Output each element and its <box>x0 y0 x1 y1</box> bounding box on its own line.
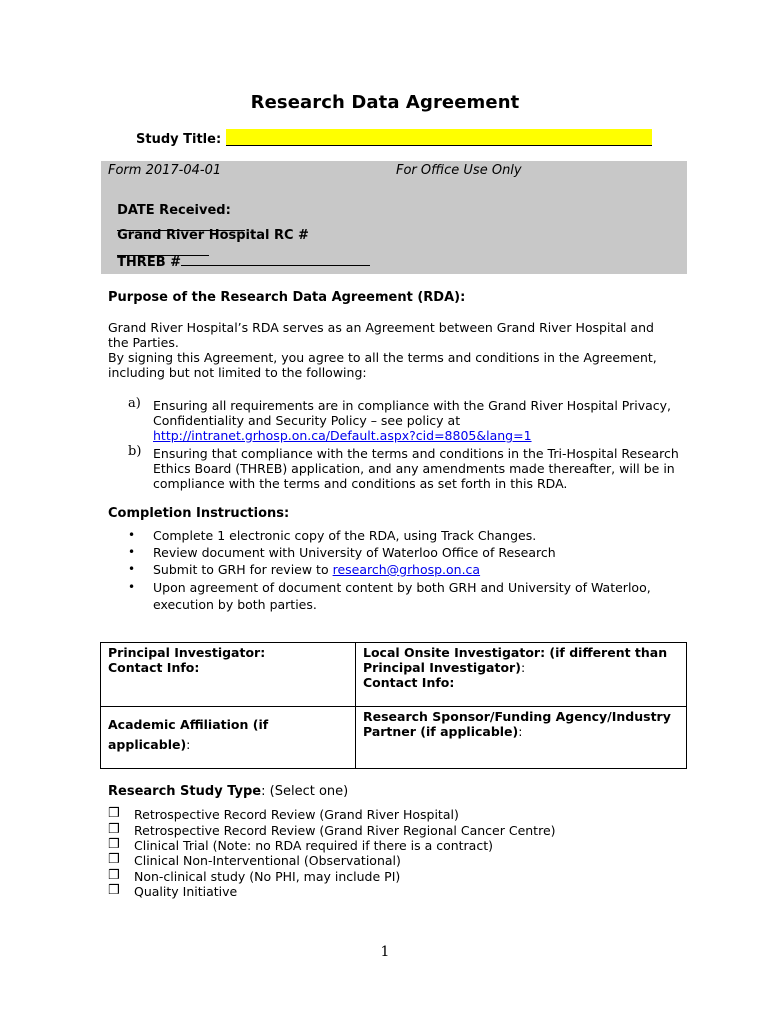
purpose-item-b: Ensuring that compliance with the terms and conditions in the Tri-Hospital Research Ethics Board (THREB) application, and any amendments made thereafter, will be in compliance with the terms and conditions as set forth in this RDA. <box>153 446 679 491</box>
checkbox-icon[interactable]: ❒ <box>108 806 120 821</box>
policy-link[interactable]: http://intranet.grhosp.on.ca/Default.aspx?cid=8805&lang=1 <box>153 428 532 443</box>
academic-affiliation-label: Academic Affiliation (if applicable) <box>108 717 269 752</box>
purpose-heading: Purpose of the Research Data Agreement (RDA): <box>108 290 466 305</box>
local-investigator-label: Local Onsite Investigator: (if different than Principal Investigator) <box>363 645 668 675</box>
checkbox-icon[interactable]: ❒ <box>108 868 120 883</box>
study-type-option: Clinical Non-Interventional (Observational) <box>134 853 401 868</box>
threb-label: THREB # <box>117 255 182 270</box>
page-title: Research Data Agreement <box>250 92 520 113</box>
threb-row <box>108 238 370 270</box>
local-investigator-colon: : <box>520 660 526 675</box>
local-investigator-cell[interactable] <box>356 643 687 707</box>
bullet-icon: • <box>128 562 136 576</box>
study-type-option: Quality Initiative <box>134 884 238 899</box>
checkbox-icon[interactable]: ❒ <box>108 822 120 837</box>
checkbox-icon[interactable]: ❒ <box>108 883 120 898</box>
rc-number-label: Grand River Hospital RC # <box>117 228 309 243</box>
sponsor-label: Research Sponsor/Funding Agency/Industry Partner (if applicable) <box>363 709 671 739</box>
list-marker-a: a) <box>128 396 141 411</box>
study-type-option: Clinical Trial (Note: no RDA required if there is a contract) <box>134 838 493 853</box>
threb-field[interactable] <box>181 253 370 266</box>
bullet-icon: • <box>128 528 136 542</box>
checkbox-icon[interactable]: ❒ <box>108 837 120 852</box>
sponsor-colon: : <box>518 724 523 739</box>
list-marker-b: b) <box>128 444 142 459</box>
study-type-heading-label: Research Study Type <box>108 784 262 799</box>
principal-investigator-label: Principal Investigator: <box>108 645 266 660</box>
office-use-label: For Office Use Only <box>396 163 522 178</box>
study-title-label: Study Title: <box>136 132 222 147</box>
instruction-item: Review document with University of Waterloo Office of Research <box>153 545 556 560</box>
study-type-option: Retrospective Record Review (Grand River Hospital) <box>134 807 459 822</box>
academic-affiliation-cell[interactable] <box>101 707 356 769</box>
investigator-table <box>100 642 687 769</box>
bullet-icon: • <box>128 545 136 559</box>
instruction-item-text: Submit to GRH for review to <box>153 562 329 577</box>
principal-investigator-cell[interactable] <box>101 643 356 707</box>
instruction-item <box>153 561 683 578</box>
instruction-item: Upon agreement of document content by both GRH and University of Waterloo, execution by both parties. <box>153 580 651 612</box>
page-number: 1 <box>380 944 390 960</box>
study-type-heading-suffix: : (Select one) <box>261 784 349 799</box>
academic-affiliation-colon: : <box>186 737 191 752</box>
study-type-heading <box>108 784 348 799</box>
form-number: Form 2017-04-01 <box>108 163 222 178</box>
local-contact-label: Contact Info: <box>363 675 455 690</box>
date-received-label: DATE Received: <box>117 203 231 218</box>
study-title-field[interactable] <box>226 129 652 146</box>
pi-contact-label: Contact Info: <box>108 660 200 675</box>
bullet-icon: • <box>128 580 136 594</box>
purpose-item-a-text: Ensuring all requirements are in compliance with the Grand River Hospital Privacy, Confidentiality and Security Policy – see policy at <box>153 398 672 428</box>
study-type-option: Retrospective Record Review (Grand River Regional Cancer Centre) <box>134 823 556 838</box>
study-type-option: Non-clinical study (No PHI, may include PI) <box>134 869 401 884</box>
instructions-heading: Completion Instructions: <box>108 506 290 521</box>
instruction-item: Complete 1 electronic copy of the RDA, using Track Changes. <box>153 528 537 543</box>
checkbox-icon[interactable]: ❒ <box>108 852 120 867</box>
purpose-paragraph-1: Grand River Hospital’s RDA serves as an Agreement between Grand River Hospital and the Parties. <box>108 320 654 350</box>
email-link[interactable]: research@grhosp.on.ca <box>332 562 481 577</box>
purpose-item-a <box>153 398 688 443</box>
purpose-paragraph-2: By signing this Agreement, you agree to all the terms and conditions in the Agreement, including but not limited to the following: <box>108 350 657 380</box>
sponsor-cell[interactable] <box>356 707 687 769</box>
